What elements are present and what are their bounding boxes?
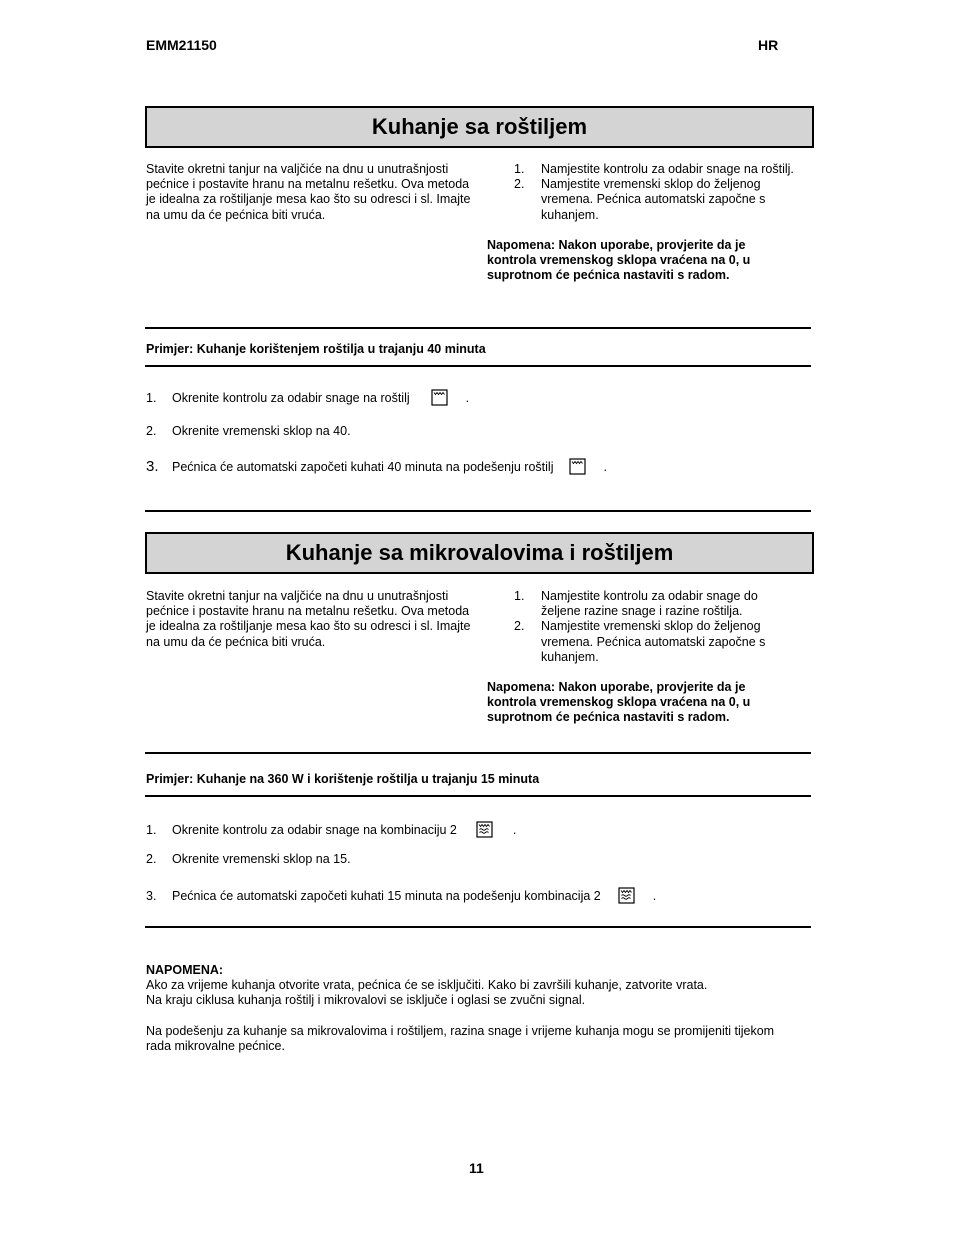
section2-steps <box>514 589 784 665</box>
section1-note: Napomena: Nakon uporabe, provjerite da je kontrola vremenskog sklopa vraćena na 0, u suprotnom će pećnica nastaviti s radom. <box>487 238 751 283</box>
list-item: 2. Namjestite vremenski sklop do željenog vremena. Pećnica automatski započne s kuhanjem. <box>514 619 766 664</box>
divider <box>145 752 811 754</box>
final-note-line: Na kraju ciklusa kuhanja roštilj i mikrovalovi se isključe i oglasi se zvučni signal. <box>146 993 586 1008</box>
page-number: 11 <box>469 1160 484 1176</box>
final-note-line: Na podešenju za kuhanje sa mikrovalovima i roštiljem, razina snage i vrijeme kuhanja mogu se promijeniti tijekom rada mikrovalne pećnice. <box>146 1023 775 1053</box>
grill-icon <box>569 458 586 478</box>
divider <box>145 926 811 928</box>
example2-step-2: 2. Okrenite vremenski sklop na 15. <box>146 852 351 866</box>
example1-step-2: 2. Okrenite vremenski sklop na 40. <box>146 424 351 438</box>
model-number: EMM21150 <box>146 37 217 53</box>
example2-step-1: 1. Okrenite kontrolu za odabir snage na kombinaciju 2 . <box>146 821 516 841</box>
divider <box>145 365 811 367</box>
section2-example-title: Primjer: Kuhanje na 360 W i korištenje roštilja u trajanju 15 minuta <box>146 772 540 786</box>
list-item: 1. Namjestite kontrolu za odabir snage na roštilj. <box>514 162 794 176</box>
combi-icon <box>618 887 635 907</box>
section-title-grill: Kuhanje sa roštiljem <box>145 106 814 148</box>
section-title-micro-grill: Kuhanje sa mikrovalovima i roštiljem <box>145 532 814 574</box>
section1-intro: Stavite okretni tanjur na valjčiće na dnu u unutrašnjosti pećnice i postavite hranu na metalnu rešetku. Ova metoda je idealna za roštiljanje mesa kao što su odresci i sl. Imajte na umu da će pećnica biti vruća. <box>146 162 471 222</box>
combi-icon <box>476 821 493 841</box>
list-item: 1. Namjestite kontrolu za odabir snage do željene razine snage i razine roštilja. <box>514 589 758 619</box>
example1-step-1: 1. Okrenite kontrolu za odabir snage na roštilj . <box>146 389 469 409</box>
divider <box>145 510 811 512</box>
divider <box>145 327 811 329</box>
section2-note: Napomena: Nakon uporabe, provjerite da je kontrola vremenskog sklopa vraćena na 0, u suprotnom će pećnica nastaviti s radom. <box>487 680 751 725</box>
language-code: HR <box>758 37 779 53</box>
list-item: 2. Namjestite vremenski sklop do željenog vremena. Pećnica automatski započne s kuhanjem. <box>514 177 766 222</box>
final-note-heading: NAPOMENA: <box>146 963 224 977</box>
grill-icon <box>431 389 448 409</box>
example1-step-3: 3. Pećnica će automatski započeti kuhati 40 minuta na podešenju roštilj . <box>146 458 607 478</box>
section2-intro: Stavite okretni tanjur na valjčiće na dnu u unutrašnjosti pećnice i postavite hranu na metalnu rešetku. Ova metoda je idealna za roštiljanje mesa kao što su odresci i sl. Imajte na umu da će pećnica biti vruća. <box>146 589 471 649</box>
final-note-line: Ako za vrijeme kuhanja otvorite vrata, pećnica će se isključiti. Kako bi završili kuhanje, zatvorite vrata. <box>146 978 708 993</box>
section1-steps <box>514 162 812 223</box>
divider <box>145 795 811 797</box>
final-note <box>146 963 786 1054</box>
example2-step-3: 3. Pećnica će automatski započeti kuhati 15 minuta na podešenju kombinacija 2 . <box>146 887 656 907</box>
section1-example-title: Primjer: Kuhanje korištenjem roštilja u trajanju 40 minuta <box>146 342 486 356</box>
